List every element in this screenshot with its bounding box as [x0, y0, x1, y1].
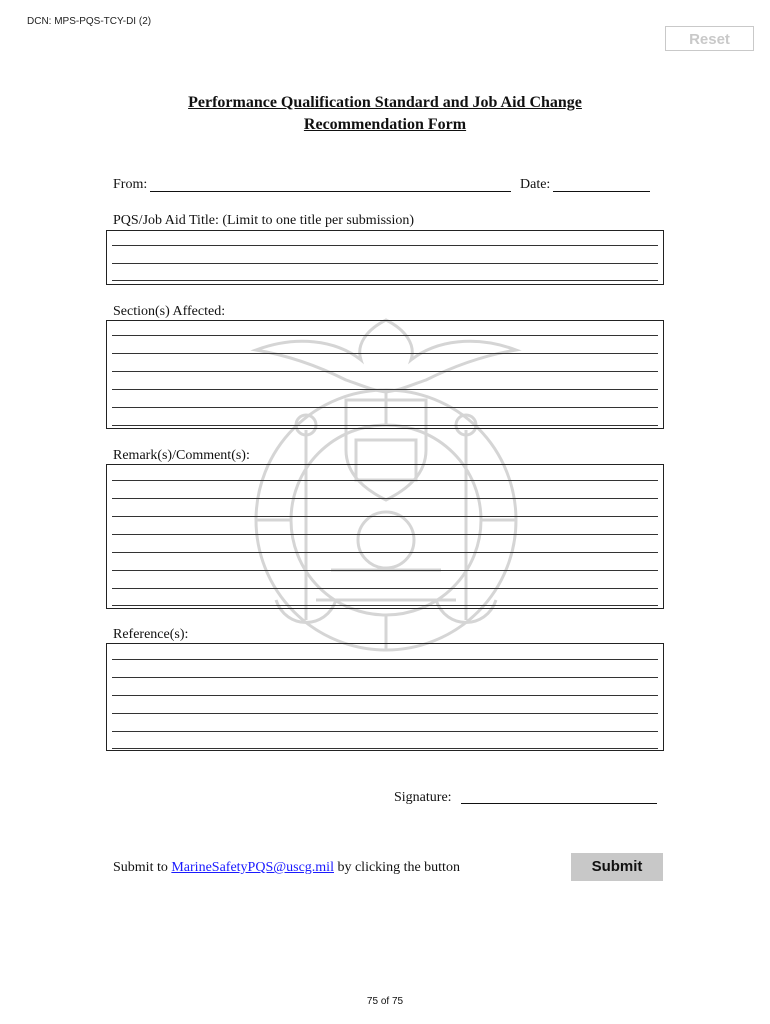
from-field[interactable]	[150, 177, 514, 195]
email-link[interactable]: MarineSafetyPQS@uscg.mil	[171, 860, 334, 875]
sections-affected-field[interactable]	[106, 320, 664, 429]
signature-label: Signature:	[394, 790, 452, 805]
date-underline	[553, 191, 650, 192]
remarks-label: Remark(s)/Comment(s):	[113, 448, 250, 463]
pqs-title-label: PQS/Job Aid Title: (Limit to one title per submission)	[113, 213, 415, 228]
page-number: 75 of 75	[366, 996, 404, 1007]
document-control-number: DCN: MPS-PQS-TCY-DI (2)	[27, 16, 152, 27]
submit-text-after: by clicking the button	[333, 860, 460, 875]
from-underline	[150, 191, 511, 192]
form-title-line-2: Recommendation Form	[303, 116, 467, 133]
submit-instructions	[113, 860, 460, 876]
remarks-field[interactable]	[106, 464, 664, 609]
form-title-line-1: Performance Qualification Standard and Job Aid Change	[188, 94, 582, 111]
reset-button[interactable]: Reset	[665, 26, 754, 51]
signature-underline	[461, 803, 657, 804]
pqs-title-field[interactable]	[106, 230, 664, 285]
references-label: Reference(s):	[113, 627, 189, 642]
submit-button[interactable]: Submit	[571, 853, 663, 881]
date-field[interactable]	[553, 177, 653, 195]
references-field[interactable]	[106, 643, 664, 751]
signature-field[interactable]	[461, 789, 660, 807]
submit-text-before: Submit to	[113, 860, 172, 875]
date-label: Date:	[520, 177, 551, 192]
from-label: From:	[113, 177, 148, 192]
sections-affected-label: Section(s) Affected:	[113, 304, 226, 319]
